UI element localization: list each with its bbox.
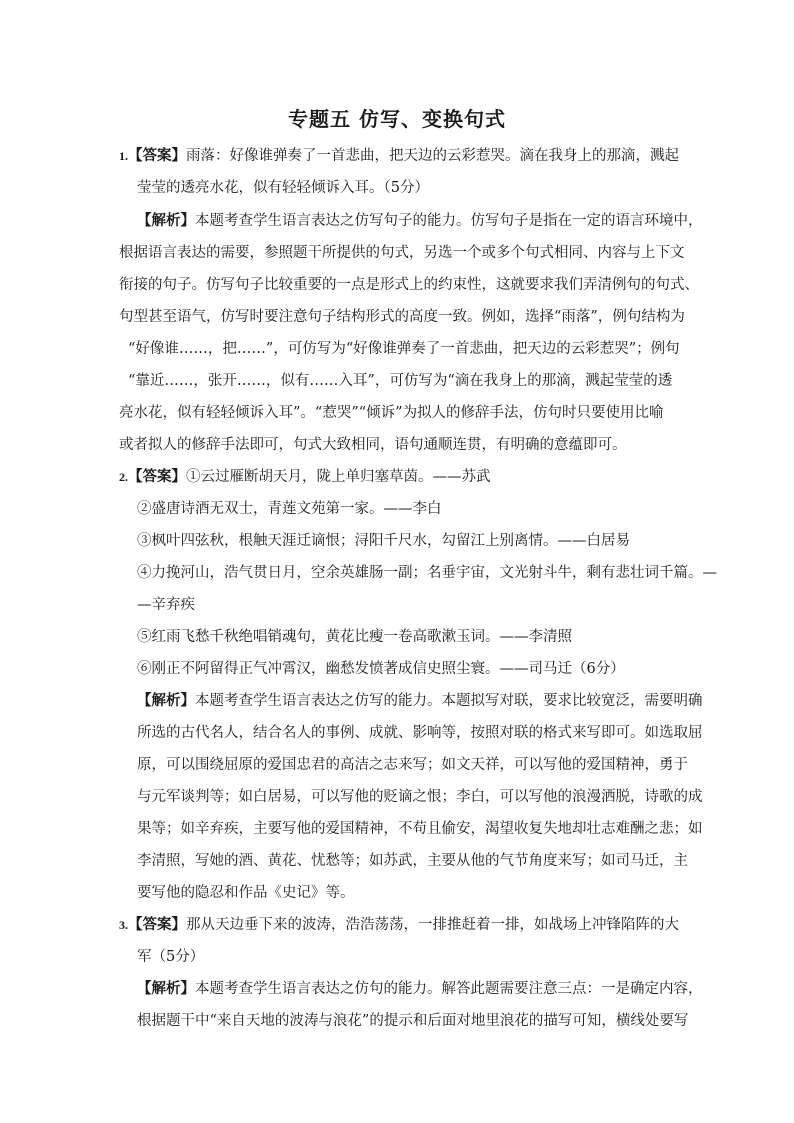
q2-answer-line-6: ⑤红雨飞愁千秋绝唱销魂句，黄花比瘦一卷高歌漱玉词。——李清照 [137,629,572,645]
q1-analysis-line-3: 衔接的句子。仿写句子比较重要的一点是形式上的约束性，这就要求我们弄清例句的句式、 [119,277,699,293]
q2-analysis-line-3: 原，可以围绕屈原的爱国忠君的高洁之志来写；如文天祥，可以写他的爱国精神，勇于 [137,757,688,773]
q1-analysis-line-1: 【解析】本题考查学生语言表达之仿写句子的能力。仿写句子是指在一定的语言环境中， [137,213,703,229]
q2-answer-line-4: ④力挽河山，浩气贯日月，空余英雄肠一副；名垂宇宙，文光射斗牛，剩有悲壮词千篇。— [137,565,717,581]
q1-analysis-line-7: 亮水花，似有轻轻倾诉入耳”。“惹哭”“倾诉”为拟人的修辞手法，仿句时只要使用比喻 [119,405,664,421]
q2-answer-line-5: —辛弃疾 [137,597,195,613]
analysis-label: 【解析】 [137,213,195,229]
q1-analysis-line-4: 句型甚至语气，仿写时要注意句子结构形式的高度一致。例如，选择“雨落”，例句结构为 [119,309,685,325]
q2-answer-line-1: 2.【答案】①云过雁断胡天月，陇上单归塞草茵。——苏武 [119,469,491,485]
q1-answer-line-2: 莹莹的透亮水花，似有轻轻倾诉入耳。（5分） [137,180,429,196]
q2-analysis-line-2: 所选的古代名人，结合名人的事例、成就、影响等，按照对联的格式来写即可。如选取屈 [137,725,703,741]
answer-label: 【答案】 [128,148,186,164]
q3-analysis-line-2: 根据题干中“来自天地的波涛与浪花”的提示和后面对地里浪花的描写可知，横线处要写 [137,1013,689,1029]
q2-analysis-line-1: 【解析】本题考查学生语言表达之仿写的能力。本题拟写对联，要求比较宽泛，需要明确 [137,693,703,709]
q2-analysis-line-4: 与元军谈判等；如白居易，可以写他的贬谪之恨；李白，可以写他的浪漫洒脱，诗歌的成 [137,789,703,805]
q1-analysis-line-8: 或者拟人的修辞手法即可，句式大致相同，语句通顺连贯，有明确的意蕴即可。 [119,437,627,453]
q1-analysis-line-5: “好像谁……，把……”，可仿写为“好像谁弹奏了一首悲曲，把天边的云彩惹哭”；例句 [128,341,680,357]
answer-label: 【答案】 [128,469,186,485]
q2-analysis-line-7: 要写他的隐忍和作品《史记》等。 [137,885,355,901]
q1-analysis-line-6: “靠近……，张开……，似有……入耳”，可仿写为“滴在我身上的那滴，溅起莹莹的透 [128,373,673,389]
q2-analysis-line-5: 果等；如辛弃疾，主要写他的爱国精神，不苟且偷安，渴望收复失地却壮志难酬之悲；如 [137,821,703,837]
q3-answer-line-1: 3.【答案】那从天边垂下来的波涛，浩浩荡荡，一排推赶着一排，如战场上冲锋陷阵的大 [119,917,679,933]
q2-answer-line-3: ③枫叶四弦秋，根触天涯迁谪恨；浔阳千尺水，勾留江上别离情。——白居易 [137,533,630,549]
page-title: 专题五 仿写、变换句式 [288,107,506,131]
q1-analysis-line-2: 根据语言表达的需要，参照题干所提供的句式，另选一个或多个句式相同、内容与上下文 [119,245,685,261]
q1-answer-line-1: 1.【答案】雨落：好像谁弹奏了一首悲曲，把天边的云彩惹哭。滴在我身上的那滴，溅起 [119,148,679,164]
q3-analysis-line-1: 【解析】本题考查学生语言表达之仿句的能力。解答此题需要注意三点：一是确定内容， [137,981,703,997]
question-number: 2. [119,470,128,484]
q2-analysis-line-6: 李清照，写她的酒、黄花、忧愁等；如苏武，主要从他的气节角度来写；如司马迁，主 [137,853,688,869]
q3-answer-line-2: 军（5分） [137,949,205,965]
analysis-label: 【解析】 [137,693,195,709]
answer-label: 【答案】 [128,917,186,933]
question-number: 3. [119,918,128,932]
q2-answer-line-2: ②盛唐诗酒无双士，青莲文苑第一家。——李白 [137,501,442,517]
q2-answer-line-7: ⑥刚正不阿留得正气冲霄汉，幽愁发愤著成信史照尘寰。——司马迁（6分） [137,661,625,677]
question-number: 1. [119,149,128,163]
analysis-label: 【解析】 [137,981,195,997]
